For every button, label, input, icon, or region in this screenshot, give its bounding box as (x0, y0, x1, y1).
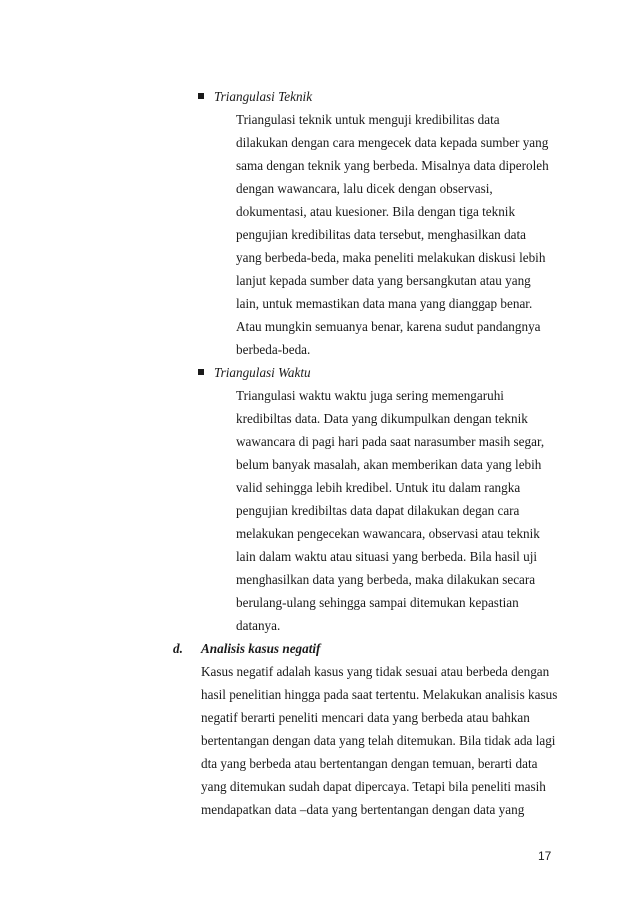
paragraph-line: dengan wawancara, lalu dicek dengan observasi, (236, 181, 493, 196)
page-number: 17 (538, 849, 552, 863)
paragraph-line: pengujian kredibiltas data dapat dilakukan degan cara (236, 503, 520, 518)
paragraph-line: kredibiltas data. Data yang dikumpulkan dengan teknik (236, 411, 528, 426)
paragraph-line: datanya. (236, 618, 281, 633)
bullet-heading-waktu (214, 364, 311, 382)
heading-waktu-text: Triangulasi Waktu (214, 365, 311, 380)
paragraph-line: dilakukan dengan cara mengecek data kepada sumber yang (236, 135, 549, 150)
paragraph-line: belum banyak masalah, akan memberikan data yang lebih (236, 457, 542, 472)
section-heading-negatif (173, 640, 320, 658)
section-heading-text: Analisis kasus negatif (201, 641, 321, 656)
paragraph-line: lain, untuk memastikan data mana yang dianggap benar. (236, 296, 533, 311)
paragraph-line: sama dengan teknik yang berbeda. Misalnya data diperoleh (236, 158, 549, 173)
paragraph-line: lanjut kepada sumber data yang bersangkutan atau yang (236, 273, 531, 288)
paragraph-line: Triangulasi waktu waktu juga sering memengaruhi (236, 388, 504, 403)
paragraph-line: dokumentasi, atau kuesioner. Bila dengan tiga teknik (236, 204, 516, 219)
paragraph-line: lain dalam waktu atau situasi yang berbeda. Bila hasil uji (236, 549, 538, 564)
paragraph-line: yang ditemukan sudah dapat dipercaya. Tetapi bila peneliti masih (201, 779, 546, 794)
paragraph-line: negatif berarti peneliti mencari data yang berbeda atau bahkan (201, 710, 530, 725)
paragraph-line: menghasilkan data yang berbeda, maka dilakukan secara (236, 572, 536, 587)
square-bullet-icon (198, 93, 204, 99)
paragraph-line: Triangulasi teknik untuk menguji kredibilitas data (236, 112, 500, 127)
paragraph-line: berbeda-beda. (236, 342, 311, 357)
square-bullet-icon (198, 369, 204, 375)
paragraph-line: hasil penelitian hingga pada saat tertentu. Melakukan analisis kasus (201, 687, 558, 702)
paragraph-line: yang berbeda-beda, maka peneliti melakukan diskusi lebih (236, 250, 546, 265)
paragraph-line: wawancara di pagi hari pada saat narasumber masih segar, (236, 434, 545, 449)
paragraph-line: mendapatkan data –data yang bertentangan dengan data yang (201, 802, 525, 817)
bullet-heading-teknik (214, 88, 312, 106)
paragraph-line: melakukan pengecekan wawancara, observasi atau teknik (236, 526, 540, 541)
paragraph-line: bertentangan dengan data yang telah ditemukan. Bila tidak ada lagi (201, 733, 556, 748)
paragraph-line: Atau mungkin semuanya benar, karena sudut pandangnya (236, 319, 541, 334)
heading-teknik-text: Triangulasi Teknik (214, 89, 313, 104)
paragraph-line: valid sehingga lebih kredibel. Untuk itu dalam rangka (236, 480, 521, 495)
section-letter: d. (173, 641, 183, 656)
paragraph-line: Kasus negatif adalah kasus yang tidak sesuai atau berbeda dengan (201, 664, 550, 679)
paragraph-line: berulang-ulang sehingga sampai ditemukan kepastian (236, 595, 519, 610)
paragraph-line: dta yang berbeda atau bertentangan dengan temuan, berarti data (201, 756, 538, 771)
paragraph-line: pengujian kredibilitas data tersebut, menghasilkan data (236, 227, 527, 242)
